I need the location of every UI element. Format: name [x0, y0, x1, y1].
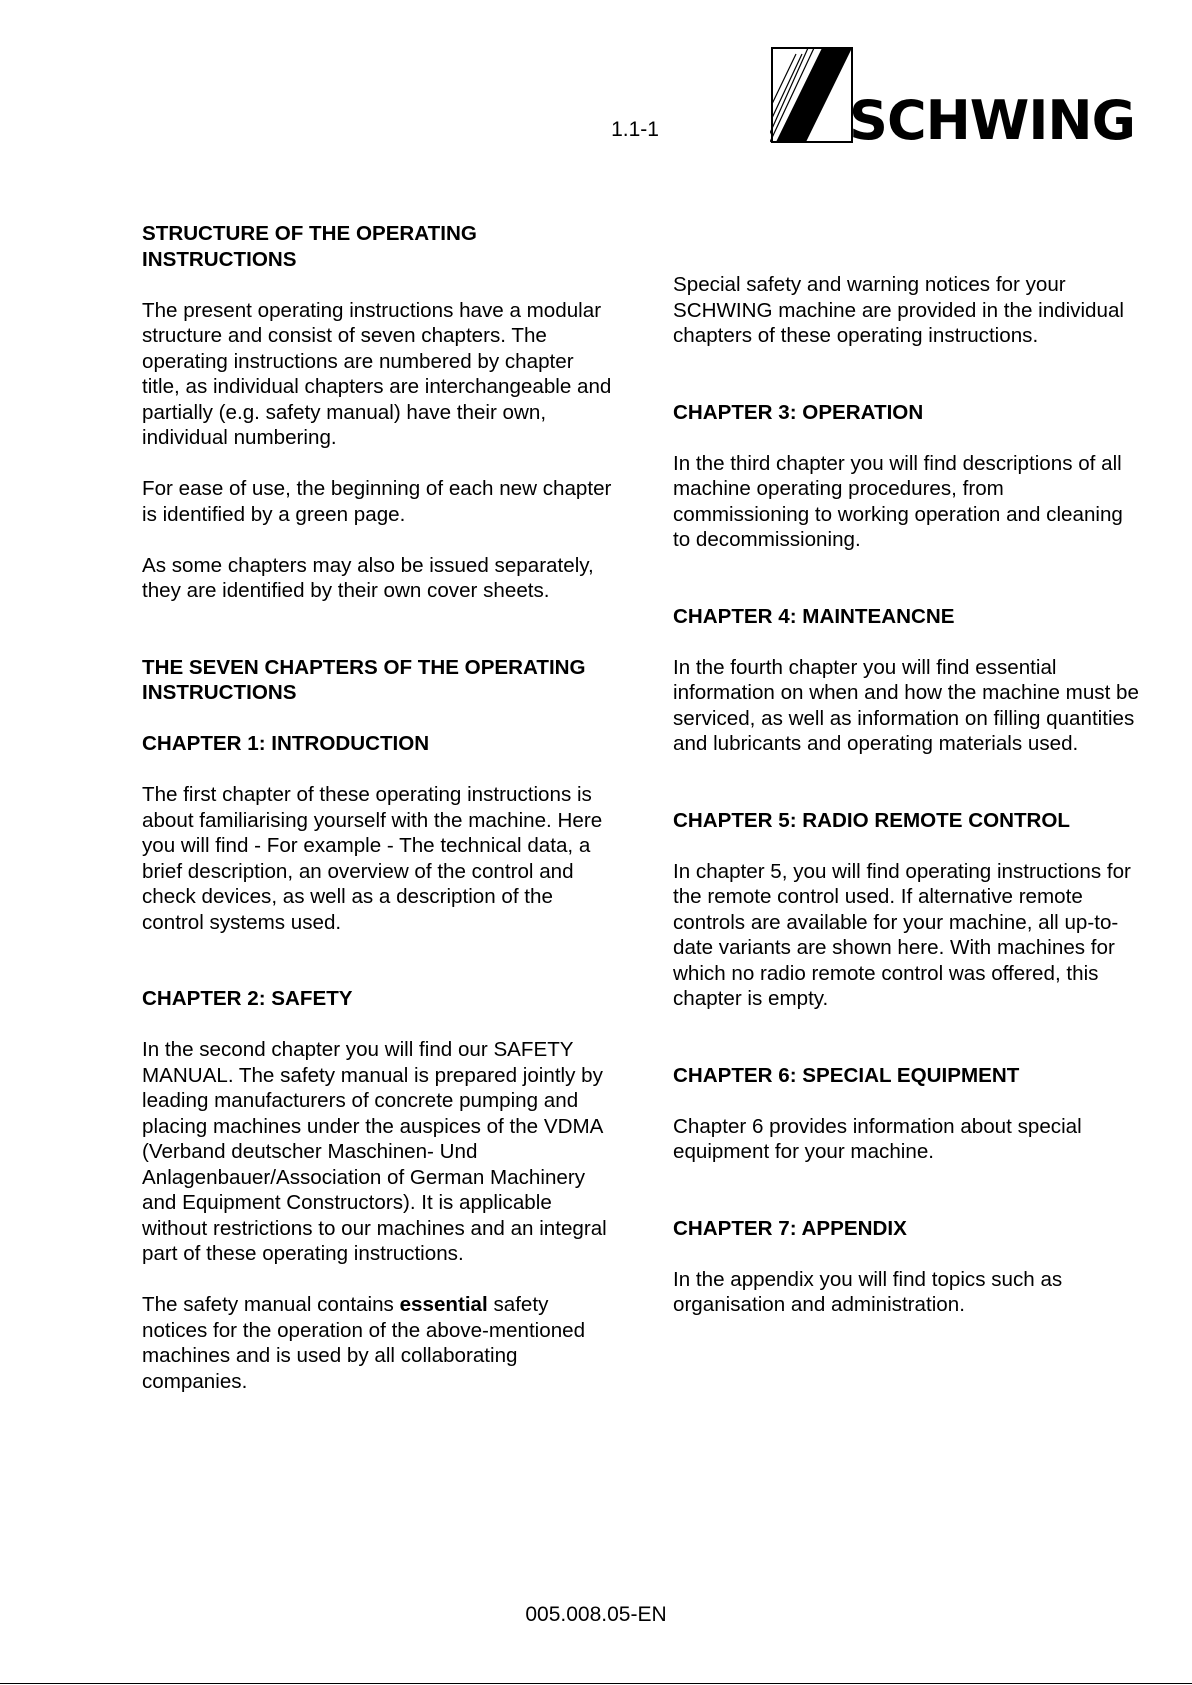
schwing-logo — [770, 46, 1135, 144]
page-number: 1.1-1 — [611, 118, 659, 141]
right-column — [673, 272, 1143, 1318]
chapter-6-text: Chapter 6 provides information about special equipment for your machine. — [673, 1114, 1082, 1163]
left-column — [142, 221, 617, 1394]
chapter-2-text-2: The safety manual contains essential safety notices for the operation of the above-mentioned machines and is used by all collaborating companies. — [142, 1293, 586, 1393]
seven-chapters-title: THE SEVEN CHAPTERS OF THE OPERATING INSTRUCTIONS — [142, 655, 586, 704]
chapter-2-continued: Special safety and warning notices for your SCHWING machine are provided in the individual chapters of these operating instructions. — [673, 273, 1124, 347]
chapter-1-heading: CHAPTER 1: INTRODUCTION — [142, 732, 430, 755]
intro-paragraph-2: For ease of use, the beginning of each new chapter is identified by a green page. — [142, 477, 612, 526]
section-title: STRUCTURE OF THE OPERATING INSTRUCTIONS — [142, 222, 477, 271]
chapter-3-text: In the third chapter you will find descriptions of all machine operating procedures, from commissioning to working operation and cleaning to decommissioning. — [673, 451, 1123, 551]
chapter-3-heading: CHAPTER 3: OPERATION — [673, 400, 924, 424]
logo-text: SCHWING — [849, 89, 1135, 144]
chapter-7-heading: CHAPTER 7: APPENDIX — [673, 1216, 907, 1240]
document-number: 005.008.05-EN — [525, 1603, 667, 1626]
chapter-6-heading: CHAPTER 6: SPECIAL EQUIPMENT — [673, 1063, 1020, 1087]
intro-paragraph-3: As some chapters may also be issued separately, they are identified by their own cover sheets. — [142, 553, 594, 602]
chapter-1-text: The first chapter of these operating instructions is about familiarising yourself with the machine. Here you will find - For example - The technical data, a brief description, an overview of the control and check devices, as well as a description of the control systems used. — [142, 783, 603, 934]
chapter-5-text: In chapter 5, you will find operating instructions for the remote control used. If alternative remote controls are available for your machine, all up-to-date variants are shown here. With machines for which no radio remote control was offered, this chapter is empty. — [673, 859, 1131, 1010]
emphasis-essential: essential — [399, 1293, 488, 1316]
chapter-2-text: In the second chapter you will find our SAFETY MANUAL. The safety manual is prepared jointly by leading manufacturers of concrete pumping and placing machines under the auspices of the VDMA (Verband deutscher Maschinen- Und Anlagenbauer/Association of German Machinery and Equipment Constructors). It is applicable without restrictions to our machines and an integral part of these operating instructions. — [142, 1038, 607, 1265]
chapter-2-heading: CHAPTER 2: SAFETY — [142, 987, 353, 1010]
chapter-7-text: In the appendix you will find topics such as organisation and administration. — [673, 1267, 1063, 1316]
chapter-5-heading: CHAPTER 5: RADIO REMOTE CONTROL — [673, 808, 1071, 832]
chapter-4-text: In the fourth chapter you will find essential information on when and how the machine must be serviced, as well as information on filling quantities and lubricants and operating materials used. — [673, 655, 1139, 755]
bottom-divider — [0, 1683, 1192, 1684]
chapter-4-heading: CHAPTER 4: MAINTEANCNE — [673, 604, 955, 628]
intro-paragraph-1: The present operating instructions have a modular structure and consist of seven chapters. The operating instructions are numbered by chapter title, as individual chapters are interchangeable and partially (e.g. safety manual) have their own, individual numbering. — [142, 298, 612, 449]
